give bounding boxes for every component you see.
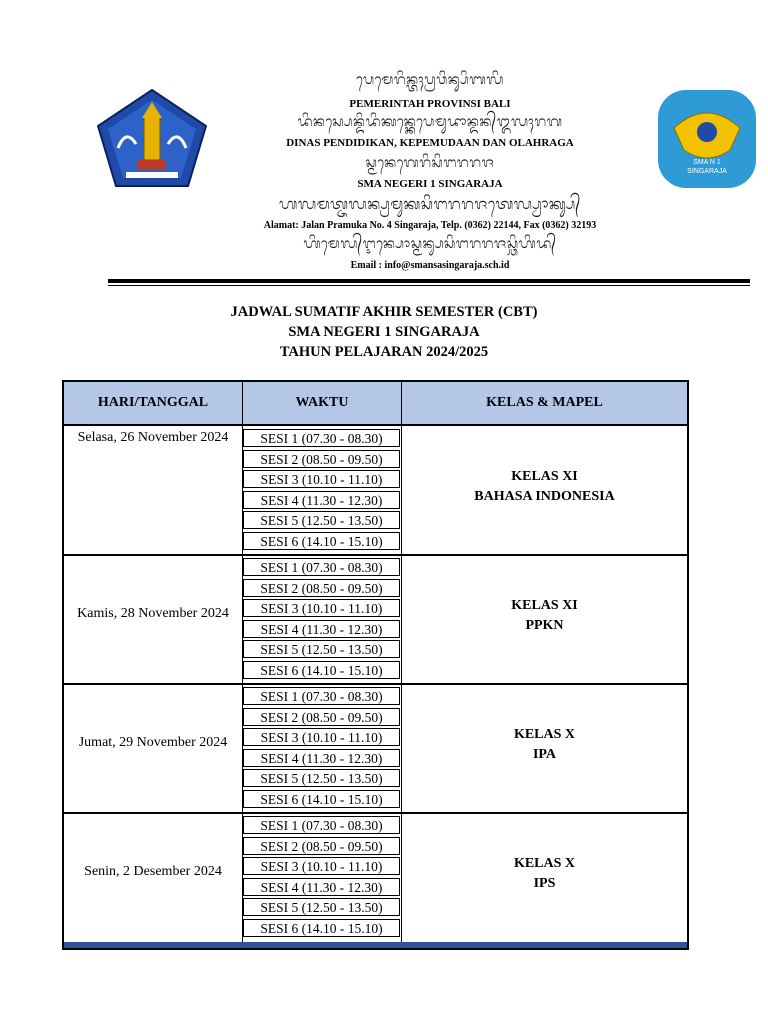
school-name: SMA NEGERI 1 SINGARAJA xyxy=(357,178,503,190)
session-time-cell: SESI 6 (14.10 - 15.10) xyxy=(243,919,400,937)
address: Alamat: Jalan Pramuka No. 4 Singaraja, Telp. (0362) 22144, Fax (0362) 32193 xyxy=(263,220,597,231)
balinese-line-3: ᬲ᭄ᬫᬦᬾᬕᬾᬭᬶᬲᬶᬗᬭᬭᬚ xyxy=(365,155,495,171)
session-time-cell: SESI 4 (11.30 - 12.30) xyxy=(243,491,400,509)
letterhead xyxy=(0,0,768,290)
government-name: PEMERINTAH PROVINSI BALI xyxy=(349,98,511,110)
header-kelas-mapel: KELAS & MAPEL xyxy=(486,395,603,410)
session-time-cell: SESI 3 (10.10 - 11.10) xyxy=(243,728,400,746)
session-time-cell: SESI 2 (08.50 - 09.50) xyxy=(243,579,400,597)
balinese-line-1: ᬧᬾᬫᬾᬭᬶᬦ᭄ᬢᬄᬧ᭄ᬭᬯᬶᬦ᭄ᬲᬶᬩᬮᬶ xyxy=(356,72,504,88)
subject-name: PPKN xyxy=(525,617,564,633)
balinese-line-2: ᬤᬶᬦᬲ᭄ᬧᬾᬦ᭄ᬤᬶᬤᬶᬓᬦ᭄ᬓᬾᬧᬾᬫᬸᬤᬵᬦ᭄ᬤᬦ᭄ᬑᬮᬄᬭᬕ xyxy=(297,114,563,130)
session-time-cell: SESI 6 (14.10 - 15.10) xyxy=(243,661,400,679)
email: Email : info@smansasingaraja.sch.id xyxy=(350,260,510,271)
letterhead-rule-thick xyxy=(108,279,750,283)
session-time-cell: SESI 3 (10.10 - 11.10) xyxy=(243,599,400,617)
subject-name: IPS xyxy=(533,875,556,891)
session-time-cell: SESI 5 (12.50 - 13.50) xyxy=(243,511,400,529)
session-time-cell: SESI 4 (11.30 - 12.30) xyxy=(243,620,400,638)
balinese-line-5: ᬳᬶᬫᬾᬮ᭄ᬇᬦ᭄ᬧᭀᬲ᭄ᬫᬦ᭄ᬲᬲᬶᬗᬭᬭᬚᬲ᭄ᬘᬶᬳᬶᬤ᭄ xyxy=(303,236,557,252)
session-time-cell: SESI 1 (07.30 - 08.30) xyxy=(243,687,400,705)
document-title xyxy=(0,302,768,362)
session-time-cell: SESI 5 (12.50 - 13.50) xyxy=(243,769,400,787)
school-logo-text-2: SINGARAJA xyxy=(687,168,727,175)
table-header-row xyxy=(64,382,687,426)
session-time-cell: SESI 2 (08.50 - 09.50) xyxy=(243,837,400,855)
class-subject-cell xyxy=(402,854,687,894)
day-group xyxy=(64,555,687,684)
session-time-cell: SESI 4 (11.30 - 12.30) xyxy=(243,878,400,896)
session-time-cell: SESI 1 (07.30 - 08.30) xyxy=(243,558,400,576)
session-time-cell: SESI 1 (07.30 - 08.30) xyxy=(243,816,400,834)
day-group xyxy=(64,426,687,555)
session-time-cell: SESI 6 (14.10 - 15.10) xyxy=(243,532,400,550)
day-date-cell: Selasa, 26 November 2024 xyxy=(77,430,229,445)
session-time-cell: SESI 2 (08.50 - 09.50) xyxy=(243,708,400,726)
header-hari-tanggal: HARI/TANGGAL xyxy=(97,395,209,410)
header-waktu: WAKTU xyxy=(295,395,349,410)
class-subject-cell xyxy=(402,725,687,765)
class-subject-cell xyxy=(402,596,687,636)
day-group xyxy=(64,813,687,942)
class-level: KELAS X xyxy=(513,855,576,871)
schedule-table xyxy=(62,380,689,950)
session-time-cell: SESI 3 (10.10 - 11.10) xyxy=(243,470,400,488)
balinese-line-4: ᬳᬮᬫᬢ᭄ᬚᬮᬦ᭄ᬧ᭄ᬭᬫᬸᬓᬲᬶᬗᬭᬭᬚᬢᬾᬮ᭄ᬧ᭄ᬯᬵᬓ᭄ᬲ᭄ xyxy=(279,195,581,213)
session-time-cell: SESI 1 (07.30 - 08.30) xyxy=(243,429,400,447)
class-level: KELAS X xyxy=(513,726,576,742)
subject-name: BAHASA INDONESIA xyxy=(474,488,615,504)
table-bottom-bar xyxy=(64,942,687,948)
class-level: KELAS XI xyxy=(511,468,578,484)
session-time-cell: SESI 3 (10.10 - 11.10) xyxy=(243,857,400,875)
class-level: KELAS XI xyxy=(511,597,578,613)
day-date-cell: Kamis, 28 November 2024 xyxy=(77,605,229,621)
session-time-cell: SESI 2 (08.50 - 09.50) xyxy=(243,450,400,468)
session-time-cell: SESI 5 (12.50 - 13.50) xyxy=(243,640,400,658)
subject-name: IPA xyxy=(532,746,557,762)
session-time-cell: SESI 5 (12.50 - 13.50) xyxy=(243,898,400,916)
title-line-2: SMA NEGERI 1 SINGARAJA xyxy=(288,324,480,340)
letterhead-rule-thin xyxy=(108,285,750,286)
title-line-1: JADWAL SUMATIF AKHIR SEMESTER (CBT) xyxy=(230,304,538,320)
department-name: DINAS PENDIDIKAN, KEPEMUDAAN DAN OLAHRAGA xyxy=(286,137,574,149)
day-date-cell: Jumat, 29 November 2024 xyxy=(78,734,228,750)
class-subject-cell xyxy=(402,467,687,507)
title-line-3: TAHUN PELAJARAN 2024/2025 xyxy=(279,344,489,360)
school-logo-text-1: SMA N 1 xyxy=(693,159,721,166)
session-time-cell: SESI 4 (11.30 - 12.30) xyxy=(243,749,400,767)
session-time-cell: SESI 6 (14.10 - 15.10) xyxy=(243,790,400,808)
day-group xyxy=(64,684,687,813)
day-date-cell: Senin, 2 Desember 2024 xyxy=(84,863,222,879)
